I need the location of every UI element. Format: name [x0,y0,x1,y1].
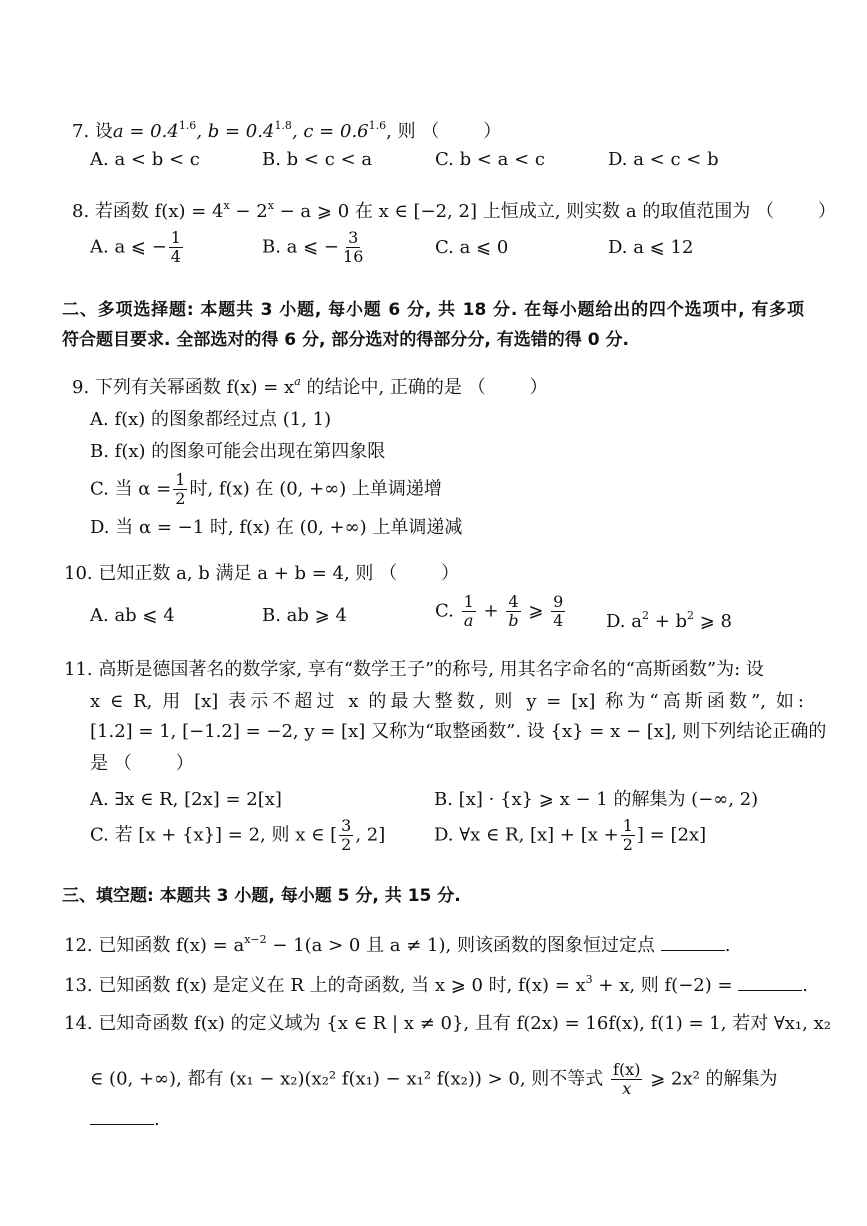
q8-option-c: C. a ⩽ 0 [435,237,509,258]
q14-stem-line1: 14. 已知奇函数 f(x) 的定义域为 {x ∈ R | x ≠ 0}, 且有 f(2x) = 16f(x), f(1) = 1, 若对 ∀x₁, x₂ [64,1013,831,1034]
q8-option-a: A. a ⩽ − $\frac{1}{4}$ [90,228,181,266]
q10-number: 10. [64,563,93,584]
q9-stem: 9. 下列有关幂函数 $f(x) = x^a$ 的结论中, 正确的是 （ ） [72,375,548,398]
fraction: $\frac{1}{2}$ [175,470,186,508]
fraction: $\frac{9}{4}$ [553,592,564,630]
q11-stem-line3: [1.2] = 1, [−1.2] = −2, y = [x] 又称为“取整函数”. 设 {x} = x − [x], 则下列结论正确的 [90,721,827,742]
q14-stem-line2: ∈ (0, +∞), 都有 (x₁ − x₂)(x₂² f(x₁) − x₁² f(x₂)) > 0, 则不等式 $\frac{f(x)}{x}$ ⩾ 2x² 的解集为 [90,1060,778,1098]
q12-stem: 12. 已知函数 $f(x) = a^{x-2} - 1(a > 0$ 且 a ≠ 1), 则该函数的图象恒过定点 . [64,933,731,956]
q13-stem: 13. 已知函数 f(x) 是定义在 R 上的奇函数, 当 x ⩾ 0 时, $f(x) = x^3 + x$, 则 f(−2) = . [64,973,809,996]
q10-option-b: B. ab ⩾ 4 [262,605,347,626]
q10-option-d: D. $a^2 + b^2$ ⩾ 8 [606,609,733,632]
q14-number: 14. [64,1013,93,1034]
q11-stem-line1: 11. 高斯是德国著名的数学家, 享有“数学王子”的称号, 用其名字命名的“高斯函数”为: 设 [64,659,764,680]
q7-option-d: D. a < c < b [608,149,719,170]
q7-option-b: B. b < c < a [262,149,373,170]
q8-option-b: B. a ⩽ − $\frac{3}{16}$ [262,228,364,266]
q7-option-a: A. a < b < c [90,149,200,170]
q8-stem: 8. 若函数 $f(x) = 4^x - 2^x - a$ ⩾ 0 在 x ∈ [−2, 2] 上恒成立, 则实数 a 的取值范围为 （ ） [72,199,837,222]
q10-stem: 10. 已知正数 a, b 满足 a + b = 4, 则 （ ） [64,563,460,584]
section-2-heading-line1: 二、多项选择题: 本题共 3 小题, 每小题 6 分, 共 18 分. 在每小题给出的四个选项中, 有多项 [62,300,804,320]
q9-option-d: D. 当 α = −1 时, f(x) 在 (0, +∞) 上单调递减 [90,517,463,538]
q9-option-b: B. f(x) 的图象可能会出现在第四象限 [90,441,386,462]
q9-option-c: C. 当 α = $\frac{1}{2}$ 时, f(x) 在 (0, +∞) 上单调递增 [90,470,442,508]
q11-option-b: B. [x] · {x} ⩾ x − 1 的解集为 (−∞, 2) [434,789,759,810]
q9-option-a: A. f(x) 的图象都经过点 (1, 1) [90,409,332,430]
fraction: $\frac{4}{b}$ [508,592,519,630]
section-2-heading-line2: 符合题目要求. 全部选对的得 6 分, 部分选对的得部分分, 有选错的得 0 分. [62,330,629,350]
q13-number: 13. [64,975,93,996]
answer-blank [90,1108,154,1125]
q11-option-a: A. ∃x ∈ R, [2x] = 2[x] [90,789,282,810]
q12-number: 12. [64,935,93,956]
q11-option-c: C. 若 [x + {x}] = 2, 则 x ∈ [ $\frac{3}{2}$ , 2] [90,816,386,854]
section-3-heading: 三、填空题: 本题共 3 小题, 每小题 5 分, 共 15 分. [62,886,461,906]
q7-stem: 7. 设$a = 0.4^{1.6}$, $b = 0.4^{1.8}$, $c = 0.6^{1.6}$, 则 （ ） [72,119,502,142]
q11-stem-line2: x ∈ R, 用 [x] 表示不超过 x 的最大整数, 则 y = [x] 称为“高斯函数”, 如: [90,691,804,712]
q11-number: 11. [64,659,93,680]
answer-blank [738,974,802,991]
fraction: $\frac{f(x)}{x}$ [613,1060,641,1098]
q11-stem-line4: 是 （ ） [90,753,194,774]
answer-blank [661,934,725,951]
q8-number: 8. [72,201,90,222]
q9-number: 9. [72,377,90,398]
q7-number: 7. [72,121,90,142]
fraction: $\frac{1}{a}$ [463,592,474,630]
fraction: $\frac{1}{2}$ [622,816,633,854]
fraction: $\frac{3}{16}$ [343,228,364,266]
fraction: $\frac{1}{4}$ [170,228,181,266]
q7-option-c: C. b < a < c [435,149,545,170]
q10-option-a: A. ab ⩽ 4 [90,605,175,626]
q11-option-d: D. ∀x ∈ R, [x] + [x + $\frac{1}{2}$ ] = [2x] [434,816,707,854]
q14-answer-line: . [90,1106,160,1134]
q8-option-d: D. a ⩽ 12 [608,237,694,258]
q10-option-c: C. $\frac{1}{a}$ + $\frac{4}{b}$ ⩾ $\frac{9}{4}$ [435,592,564,630]
fraction: $\frac{3}{2}$ [341,816,352,854]
